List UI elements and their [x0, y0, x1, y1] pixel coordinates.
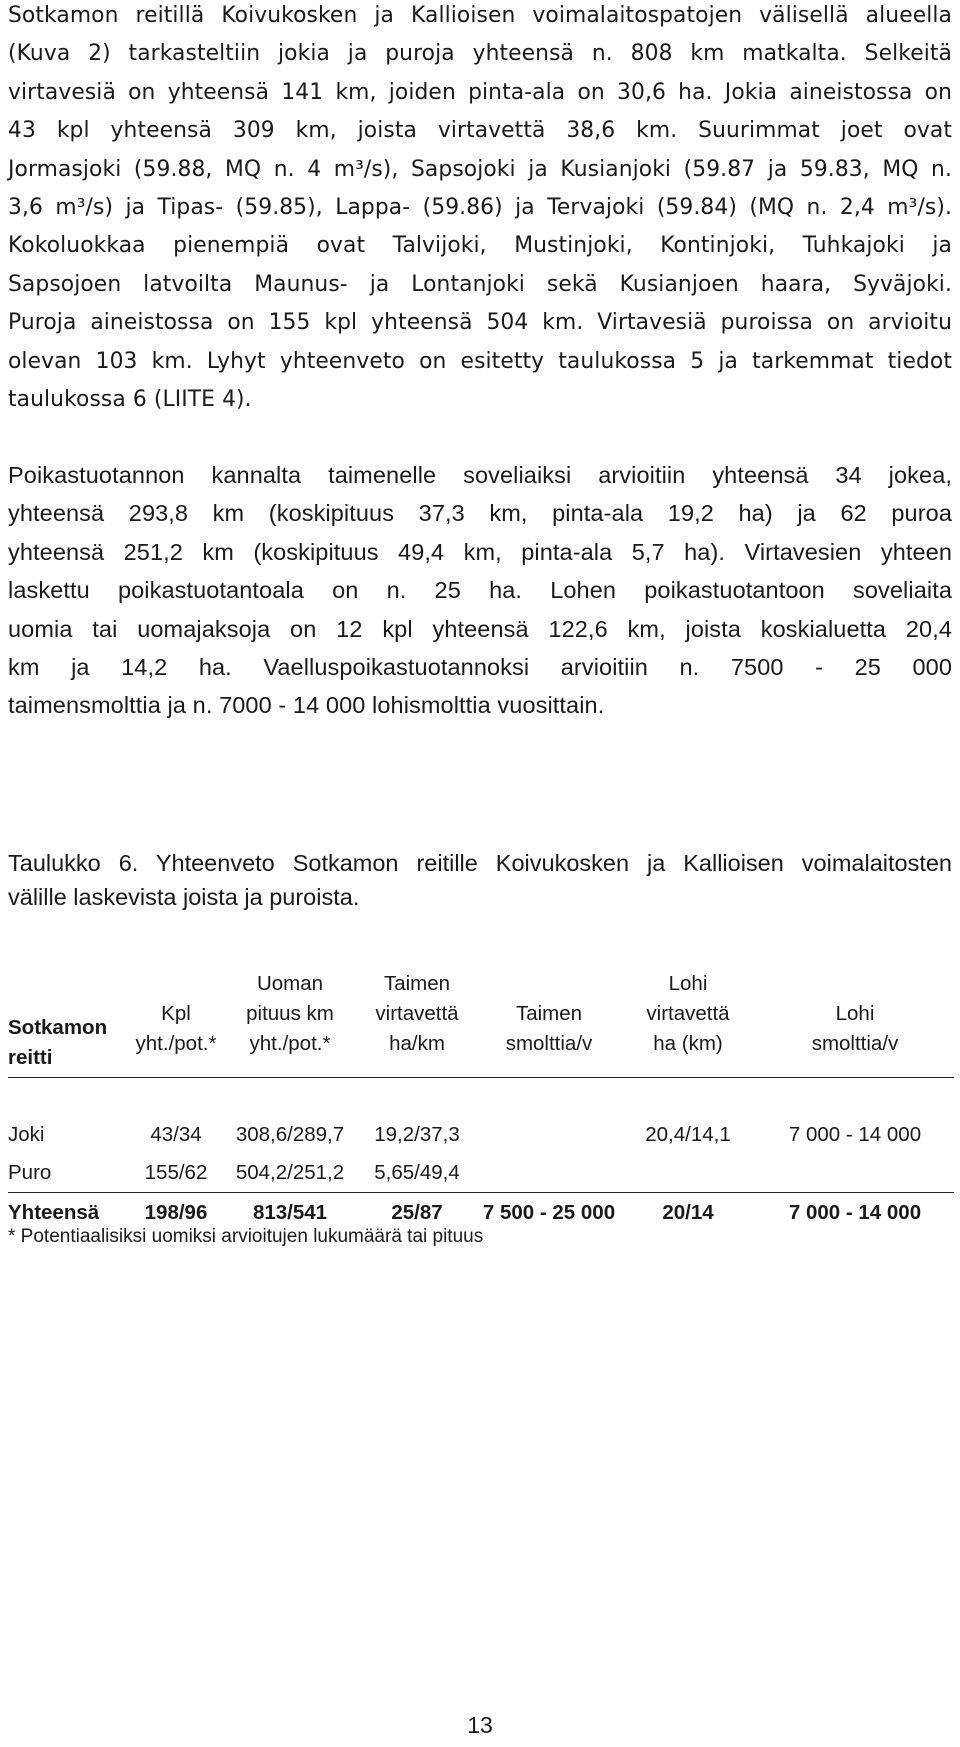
- caption-line: välille laskevista joista ja puroista.: [8, 884, 360, 910]
- table-caption: [8, 846, 952, 914]
- row-label: Joki: [8, 1123, 45, 1146]
- table-cell: 20/14: [620, 1193, 756, 1234]
- table-cell: 7 000 - 14 000: [788, 1123, 922, 1146]
- table-cell: 813/541: [224, 1193, 356, 1234]
- table-row: [8, 1154, 954, 1193]
- table-cell: [620, 1154, 756, 1193]
- table-cell: 20,4/14,1: [645, 1123, 731, 1146]
- table-cell: 43/34: [150, 1123, 202, 1146]
- text-line: Sotkamon reitillä Koivukosken ja Kallioisen voimalaitospatojen välisellä alueella: [8, 3, 952, 28]
- text-line: km ja 14,2 ha. Vaelluspoikastuotannoksi arvioitiin n. 7500 - 25 000: [8, 653, 952, 680]
- table-cell: [756, 1154, 954, 1193]
- text-line: Kokoluokkaa pienempiä ovat Talvijoki, Mustinjoki, Kontinjoki, Tuhkajoki ja: [8, 233, 952, 259]
- text-line: 3,6 m³/s) ja Tipas- (59.85), Lappa- (59.86) ja Tervajoki (59.84) (MQ n. 2,4 m³/s).: [8, 194, 952, 220]
- text-line: (Kuva 2) tarkasteltiin jokia ja puroja yhteensä n. 808 km matkalta. Selkeitä: [8, 41, 952, 67]
- text-line: Jormasjoki (59.88, MQ n. 4 m³/s), Sapsojoki ja Kusianjoki (59.87 ja 59.83, MQ n.: [8, 156, 952, 182]
- table-cell: 198/96: [128, 1193, 224, 1234]
- column-header: Lohi virtavettä ha (km): [620, 945, 756, 1078]
- table-row: [8, 1116, 954, 1154]
- table-cell: 7 500 - 25 000: [478, 1193, 620, 1234]
- table-cell: 19,2/37,3: [374, 1123, 460, 1146]
- text-line: yhteensä 293,8 km (koskipituus 37,3 km, pinta-ala 19,2 ha) ja 62 puroa: [8, 500, 952, 527]
- column-header: Taimen virtavettä ha/km: [356, 945, 478, 1078]
- table-cell: 7 000 - 14 000: [756, 1193, 954, 1234]
- text-line: uomia tai uomajaksoja on 12 kpl yhteensä 122,6 km, joista koskialuetta 20,4: [8, 615, 952, 642]
- column-header: Uoman pituus km yht./pot.*: [224, 945, 356, 1078]
- caption-line: Taulukko 6. Yhteenveto Sotkamon reitille Koivukosken ja Kallioisen voimalaitosten: [8, 850, 952, 876]
- text-line: yhteensä 251,2 km (koskipituus 49,4 km, pinta-ala 5,7 ha). Virtavesien yhteen: [8, 538, 952, 565]
- text-line: Puroja aineistossa on 155 kpl yhteensä 504 km. Virtavesiä puroissa on arvioitu: [8, 310, 952, 336]
- paragraph-production: [8, 456, 952, 725]
- column-header: Lohi smolttia/v: [756, 945, 954, 1078]
- row-label: Puro: [8, 1161, 52, 1184]
- table-cell: 5,65/49,4: [374, 1161, 460, 1184]
- text-line: 43 kpl yhteensä 309 km, joista virtavettä 38,6 km. Suurimmat joet ovat: [8, 118, 952, 144]
- table-cell: 504,2/251,2: [235, 1161, 345, 1184]
- table-header-row: [8, 945, 954, 1078]
- table-cell: 25/87: [356, 1193, 478, 1234]
- table-cell: 155/62: [144, 1161, 208, 1184]
- paragraph-intro: [8, 0, 952, 419]
- table-cell: 308,6/289,7: [235, 1123, 345, 1146]
- column-header: Taimen smolttia/v: [478, 945, 620, 1078]
- table-cell: [478, 1116, 620, 1154]
- text-line: taimensmolttia ja n. 7000 - 14 000 lohismolttia vuosittain.: [8, 692, 605, 719]
- text-line: taulukossa 6 (LIITE 4).: [8, 386, 252, 412]
- text-line: olevan 103 km. Lyhyt yhteenveto on esitetty taulukossa 5 ja tarkemmat tiedot: [8, 348, 952, 374]
- summary-table: [8, 945, 954, 1233]
- column-header: Kpl yht./pot.*: [128, 945, 224, 1078]
- text-line: laskettu poikastuotantoala on n. 25 ha. Lohen poikastuotantoon soveliaita: [8, 577, 952, 604]
- table-cell: [478, 1154, 620, 1193]
- text-line: Sapsojoen latvoilta Maunus- ja Lontanjoki sekä Kusianjoen haara, Syväjoki.: [8, 271, 952, 297]
- row-label: Yhteensä: [8, 1193, 128, 1234]
- text-line: virtavesiä on yhteensä 141 km, joiden pinta-ala on 30,6 ha. Jokia aineistossa on: [8, 79, 952, 105]
- spacer-row: [8, 1078, 954, 1117]
- text-line: Poikastuotannon kannalta taimenelle soveliaiksi arvioitiin yhteensä 34 jokea,: [8, 462, 952, 488]
- table-footnote: * Potentiaalisiksi uomiksi arvioitujen lukumäärä tai pituus: [8, 1226, 484, 1247]
- row-header: Sotkamon reitti: [8, 945, 128, 1078]
- page-number: 13: [467, 1712, 493, 1738]
